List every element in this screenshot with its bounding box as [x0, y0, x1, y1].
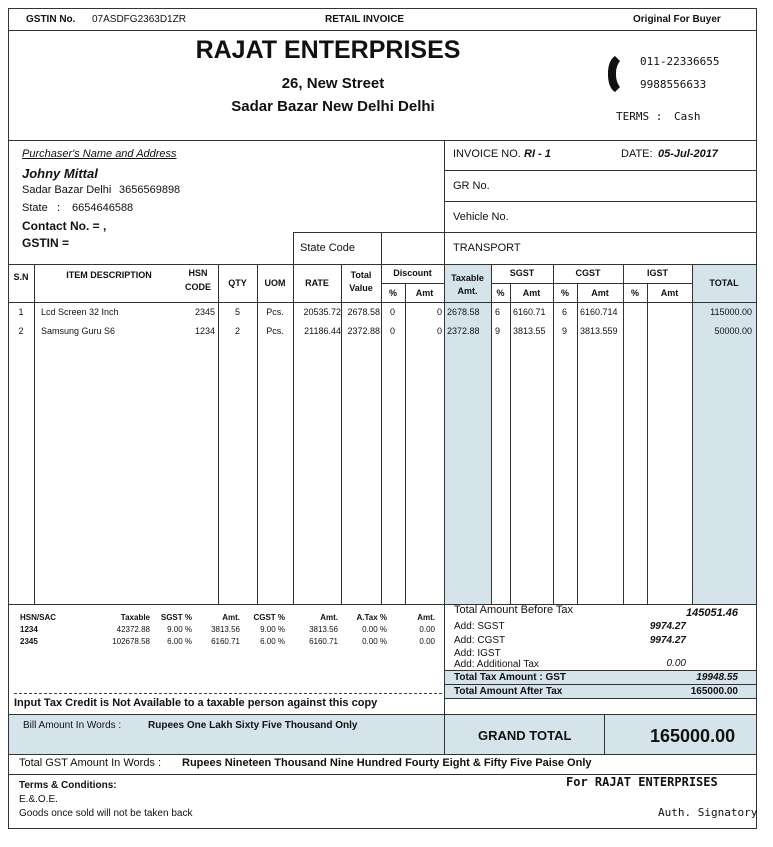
state-label: State [22, 202, 48, 214]
th-total-value-1: Total [350, 270, 372, 280]
th-cgst: CGST [575, 268, 601, 278]
th-uom: UOM [264, 278, 286, 288]
th-total-value-2: Value [349, 283, 373, 293]
cell-cgst-pct: 9 [562, 326, 568, 336]
purchaser-heading: Purchaser's Name and Address [22, 148, 177, 160]
cell-sn: 2 [18, 326, 24, 336]
hsn-th-amt1: Amt. [222, 613, 240, 622]
purchaser-address-phone: 3656569898 [119, 184, 181, 196]
th-sgst: SGST [509, 268, 535, 278]
date-label: DATE: [621, 148, 653, 160]
hsn-th-taxable: Taxable [120, 613, 150, 622]
cell-disc-amt: 0 [436, 307, 442, 317]
cell-sn: 1 [18, 307, 24, 317]
gst-words-label: Total GST Amount In Words : [19, 757, 162, 769]
purchaser-gstin-label: GSTIN = [22, 236, 70, 250]
before-tax-value: 145051.46 [686, 607, 738, 619]
hsn-cell-hsn: 2345 [20, 637, 38, 646]
cell-disc-pct: 0 [390, 307, 396, 317]
hsn-cell-amt3: 0.00 [419, 637, 435, 646]
cell-total-value: 2678.58 [347, 307, 380, 317]
contact-label: Contact No. = , [22, 219, 107, 233]
phone-2: 9988556633 [640, 78, 707, 91]
cell-cgst-amt: 6160.714 [580, 307, 618, 317]
cell-sgst-amt: 6160.71 [513, 307, 546, 317]
th-igst-amt: Amt [660, 288, 679, 298]
th-hsn-1: HSN [188, 268, 208, 278]
cell-qty: 2 [234, 326, 240, 336]
gstin-label: GSTIN No. [26, 14, 76, 25]
grand-total-label: GRAND TOTAL [478, 728, 572, 743]
state-value: 6654646588 [72, 202, 134, 214]
th-igst-pct: % [630, 288, 639, 298]
bill-words-value: Rupees One Lakh Sixty Five Thousand Only [148, 720, 358, 731]
hsn-th-hsn: HSN/SAC [20, 613, 57, 622]
company-address1: 26, New Street [281, 75, 385, 92]
cell-sgst-amt: 3813.55 [513, 326, 546, 336]
cell-total-value: 2372.88 [347, 326, 380, 336]
hsn-cell-sgst: 9.00 % [167, 625, 192, 634]
after-tax-label: Total Amount After Tax [454, 686, 563, 697]
cell-uom: Pcs. [266, 307, 284, 317]
state-separator: : [57, 202, 61, 214]
grand-total-value: 165000.00 [650, 726, 736, 746]
th-taxable-2: Amt. [457, 286, 478, 296]
cell-hsn: 2345 [194, 307, 215, 317]
terms-value: Cash [674, 110, 701, 123]
th-total: TOTAL [709, 278, 739, 288]
term-2: Goods once sold will not be taken back [19, 808, 193, 819]
cell-sgst-pct: 6 [495, 307, 501, 317]
hsn-th-amt2: Amt. [320, 613, 338, 622]
hsn-cell-hsn: 1234 [20, 625, 38, 634]
phone-icon [606, 54, 628, 94]
terms-heading: Terms & Conditions: [19, 780, 117, 791]
th-discount-pct: % [388, 288, 397, 298]
cell-taxable: 2372.88 [447, 326, 480, 336]
company-address2: Sadar Bazar New Delhi Delhi [231, 98, 435, 115]
cell-total: 115000.00 [710, 307, 752, 317]
company-name: RAJAT ENTERPRISES [195, 36, 461, 64]
invoice-no-value: RI - 1 [524, 148, 551, 160]
hsn-cell-taxable: 102678.58 [112, 637, 150, 646]
hsn-th-cgst: CGST % [253, 613, 285, 622]
cell-rate: 20535.72 [303, 307, 341, 317]
copy-type: Original For Buyer [633, 14, 721, 25]
cell-rate: 21186.44 [304, 326, 341, 336]
vehicle-label: Vehicle No. [453, 211, 509, 223]
date-value: 05-Jul-2017 [658, 148, 718, 160]
hsn-th-sgst: SGST % [160, 613, 192, 622]
cell-description: Samsung Guru S6 [41, 326, 116, 336]
cell-cgst-amt: 3813.559 [580, 326, 618, 336]
th-description: ITEM DESCRIPTION [66, 270, 152, 280]
phone-1: 011-22336655 [640, 55, 720, 68]
tax-amount-label: Total Tax Amount : GST [454, 672, 567, 683]
purchaser-address: Sadar Bazar Delhi [22, 184, 112, 196]
add-igst-label: Add: IGST [454, 648, 501, 659]
cell-description: Lcd Screen 32 Inch [41, 307, 119, 317]
hsn-cell-amt3: 0.00 [419, 625, 435, 634]
th-sn: S.N [13, 272, 29, 282]
hsn-th-atax: A.Tax % [356, 613, 387, 622]
itc-note: Input Tax Credit is Not Available to a taxable person against this copy [14, 697, 378, 709]
th-sgst-pct: % [496, 288, 505, 298]
cell-hsn: 1234 [194, 326, 215, 336]
th-discount: Discount [393, 268, 432, 278]
hsn-cell-cgst: 9.00 % [260, 625, 285, 634]
add-sgst-label: Add: SGST [454, 621, 505, 632]
hsn-cell-amt2: 6160.71 [309, 637, 338, 646]
after-tax-value: 165000.00 [690, 686, 738, 697]
hsn-cell-amt1: 6160.71 [211, 637, 240, 646]
terms-label: TERMS : [616, 110, 663, 123]
hsn-cell-sgst: 6.00 % [167, 637, 192, 646]
cell-disc-pct: 0 [390, 326, 396, 336]
th-hsn-2: CODE [184, 282, 211, 292]
hsn-cell-amt2: 3813.56 [309, 625, 338, 634]
hsn-cell-atax: 0.00 % [362, 625, 387, 634]
add-tax-value: 0.00 [666, 658, 686, 669]
add-cgst-value: 9974.27 [649, 635, 686, 646]
add-cgst-label: Add: CGST [454, 635, 506, 646]
th-igst: IGST [646, 268, 668, 278]
gr-label: GR No. [453, 180, 490, 192]
gst-words-value: Rupees Nineteen Thousand Nine Hundred Fourty Eight & Fifty Five Paise Only [182, 757, 592, 769]
hsn-cell-atax: 0.00 % [362, 637, 387, 646]
hsn-cell-taxable: 42372.88 [116, 625, 150, 634]
th-rate: RATE [305, 278, 329, 288]
th-sgst-amt: Amt [522, 288, 541, 298]
cell-cgst-pct: 6 [562, 307, 568, 317]
state-code-label: State Code [300, 242, 356, 254]
cell-sgst-pct: 9 [495, 326, 501, 336]
th-discount-amt: Amt [415, 288, 434, 298]
invoice-type: RETAIL INVOICE [325, 14, 405, 25]
hsn-cell-cgst: 6.00 % [260, 637, 285, 646]
cell-total: 50000.00 [714, 326, 752, 336]
cell-disc-amt: 0 [436, 326, 442, 336]
th-cgst-pct: % [560, 288, 569, 298]
th-taxable-1: Taxable [451, 273, 484, 283]
tax-amount-value: 19948.55 [696, 672, 738, 683]
cell-taxable: 2678.58 [447, 307, 480, 317]
before-tax-label: Total Amount Before Tax [454, 604, 574, 616]
gstin-value: 07ASDFG2363D1ZR [92, 14, 186, 25]
add-sgst-value: 9974.27 [649, 621, 686, 632]
cell-qty: 5 [234, 307, 240, 317]
hsn-th-amt3: Amt. [417, 613, 435, 622]
term-1: E.&.O.E. [19, 794, 58, 805]
purchaser-name: Johny Mittal [22, 166, 98, 181]
th-cgst-amt: Amt [591, 288, 609, 298]
add-tax-label: Add: Additional Tax [454, 659, 539, 670]
auth-signatory: Auth. Signatory [658, 806, 758, 819]
invoice-no-label: INVOICE NO. [453, 148, 521, 160]
th-qty: QTY [228, 278, 247, 288]
for-company: For RAJAT ENTERPRISES [566, 775, 718, 789]
transport-label: TRANSPORT [453, 242, 521, 254]
cell-uom: Pcs. [266, 326, 284, 336]
hsn-cell-amt1: 3813.56 [211, 625, 240, 634]
bill-words-label: Bill Amount In Words : [23, 720, 122, 731]
